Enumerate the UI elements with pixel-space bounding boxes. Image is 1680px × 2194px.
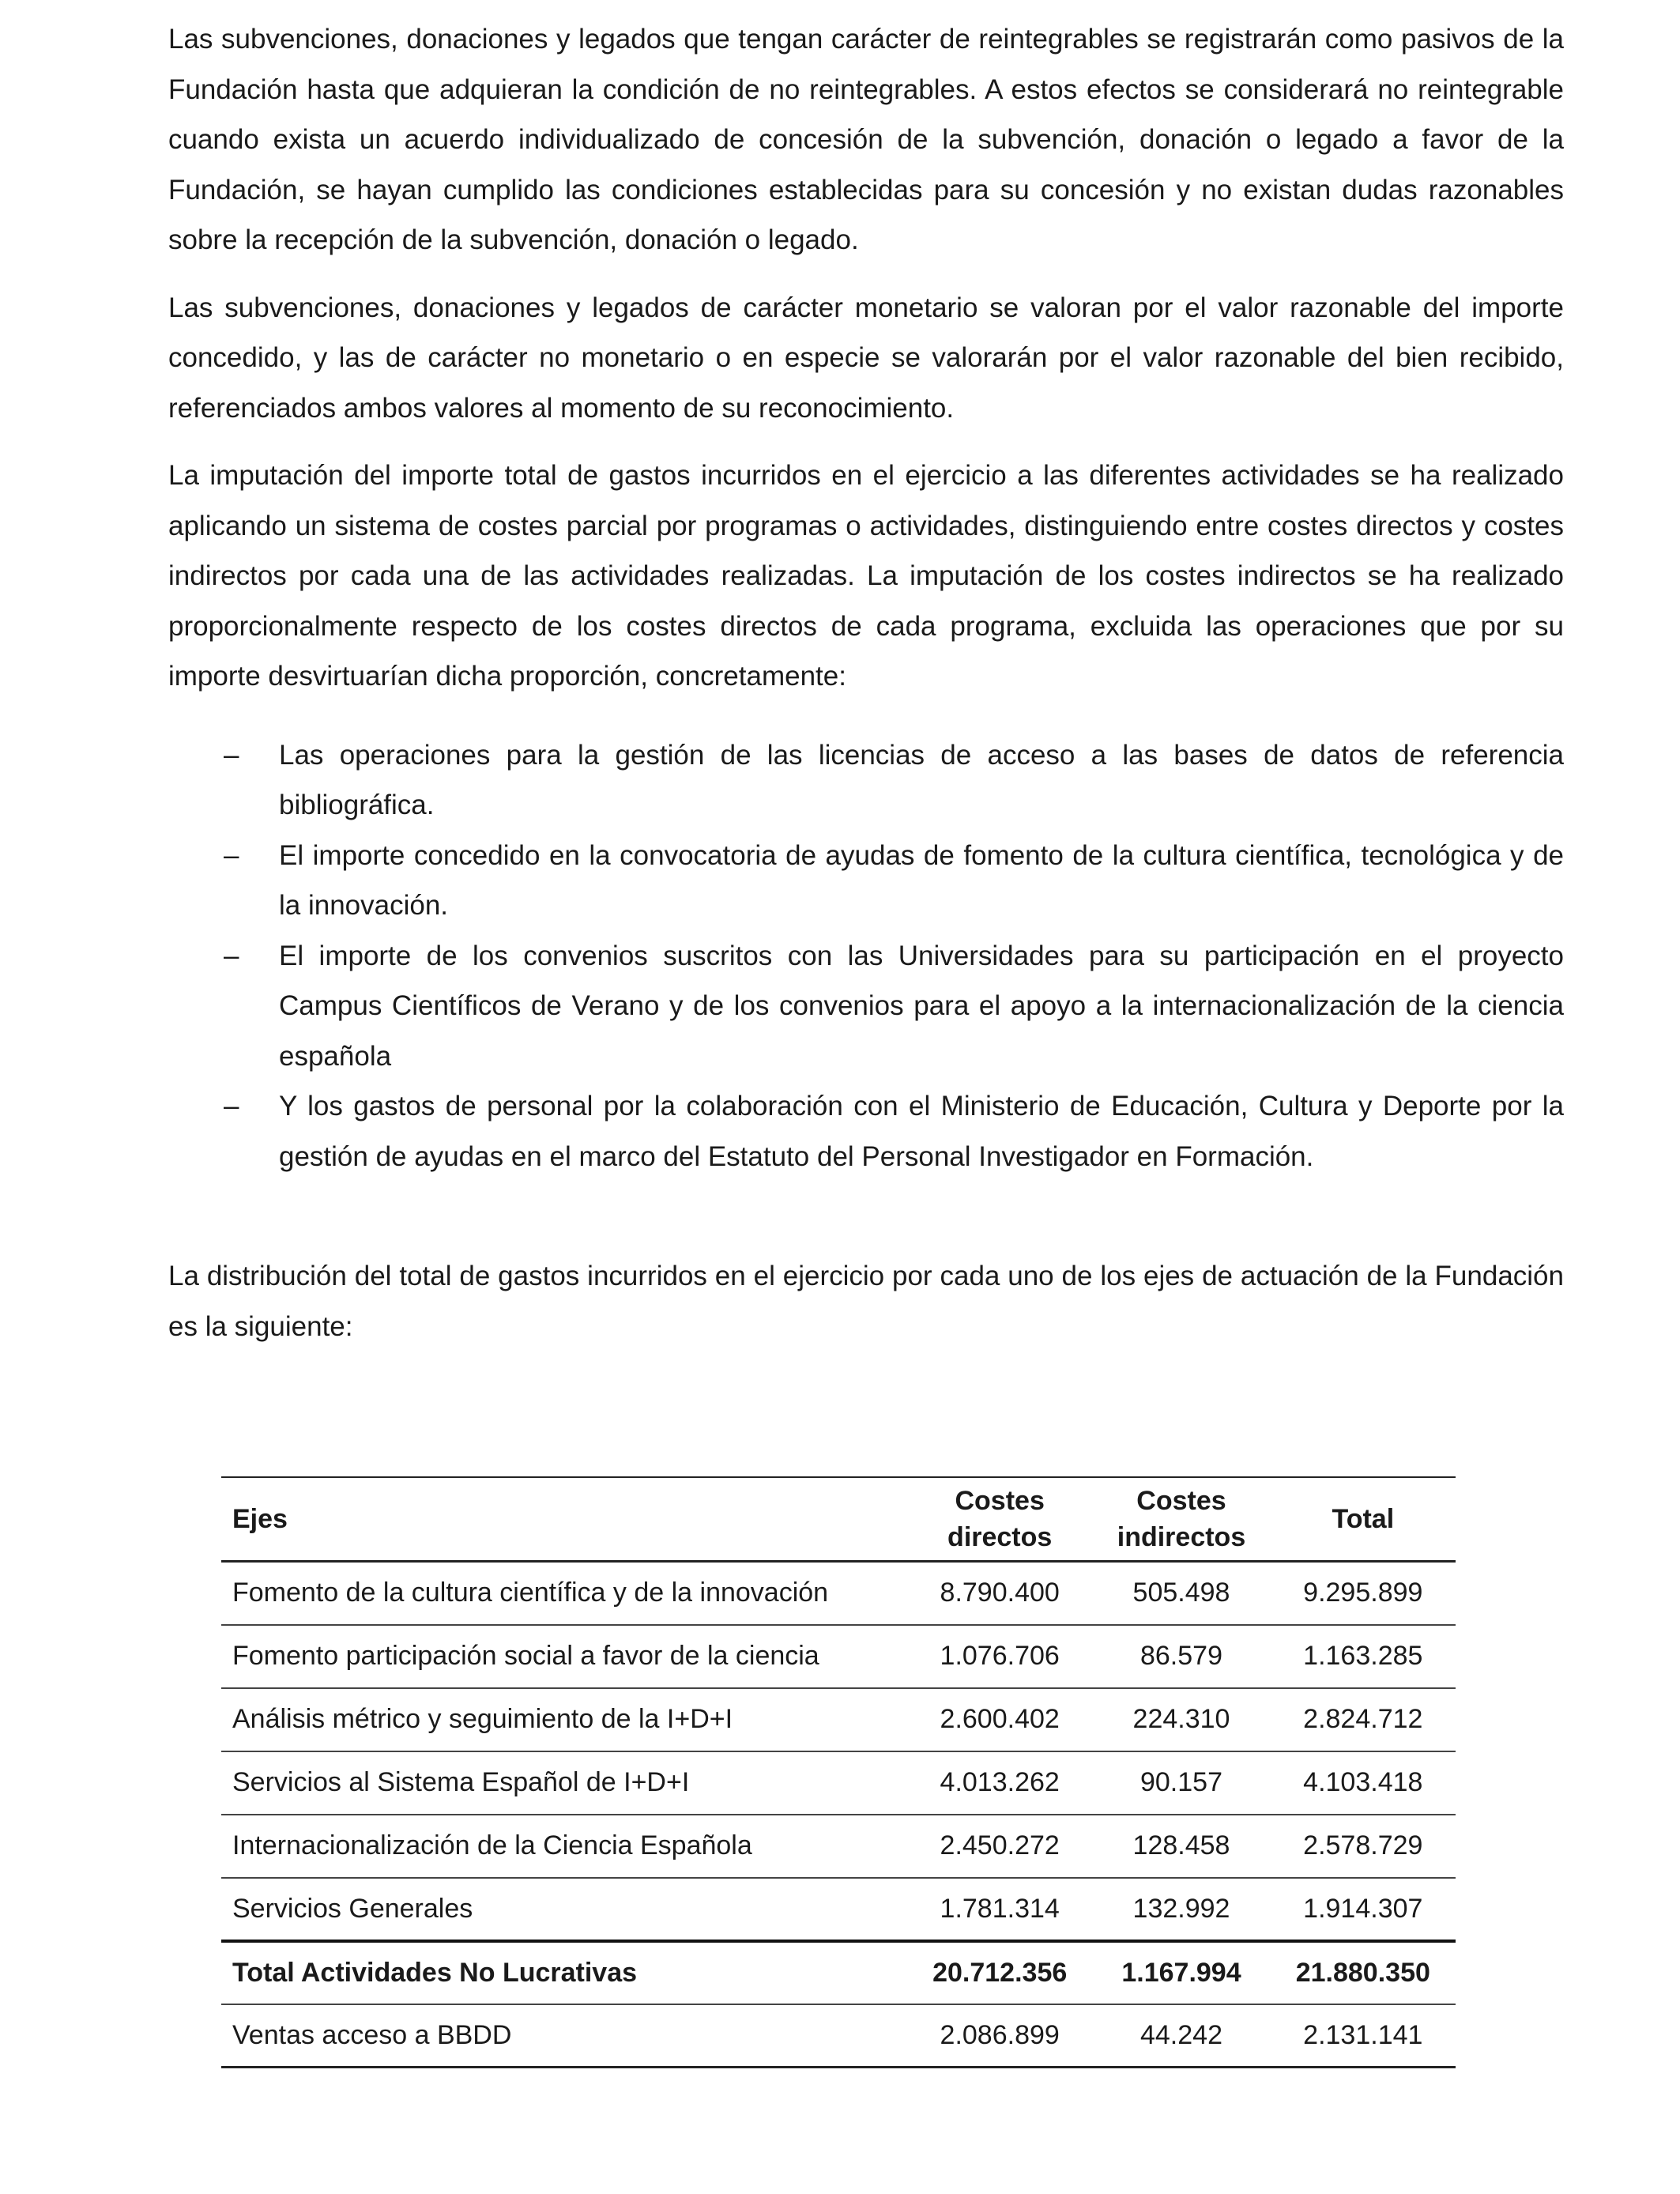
cell-total: 9.295.899 xyxy=(1303,1578,1423,1608)
table-row xyxy=(221,1815,1456,1878)
list-item xyxy=(168,931,1564,1082)
list-item xyxy=(168,1081,1564,1182)
table-total-row xyxy=(221,1941,1456,2004)
table-row xyxy=(221,1878,1456,1941)
header-costes-indirectos-line2: indirectos xyxy=(1117,1522,1246,1552)
table-row xyxy=(221,1751,1456,1815)
table-body xyxy=(221,1562,1456,2068)
cell-eje: Fomento participación social a favor de la ciencia xyxy=(232,1641,819,1671)
cell-costes-indirectos: 132.992 xyxy=(1132,1893,1230,1924)
list-item xyxy=(168,831,1564,931)
table-header xyxy=(221,1477,1456,1562)
dash-bullet-icon: – xyxy=(224,839,239,871)
cell-costes-directos: 8.790.400 xyxy=(940,1578,1060,1608)
cell-costes-indirectos: 90.157 xyxy=(1139,1767,1222,1797)
cell-eje: Ventas acceso a BBDD xyxy=(232,2019,512,2050)
header-costes-directos-line2: directos xyxy=(947,1522,1053,1552)
list-item-text: El importe de los convenios suscritos con las Universidades para su participación en el proyecto Campus Científicos de Verano y de los convenios para el apoyo a la internacionalización de la ciencia española xyxy=(279,940,1564,1072)
cell-total: 2.131.141 xyxy=(1303,2019,1423,2050)
cell-eje: Internacionalización de la Ciencia Española xyxy=(232,1830,752,1860)
cell-costes-directos: 2.450.272 xyxy=(940,1830,1060,1860)
table-header-row xyxy=(221,1477,1456,1562)
cell-costes-directos: 2.086.899 xyxy=(940,2019,1060,2050)
header-costes-indirectos xyxy=(1092,1477,1270,1562)
paragraph-subvenciones-reintegrables: Las subvenciones, donaciones y legados que tengan carácter de reintegrables se registrarán como pasivos de la Fundación hasta que adquieran la condición de no reintegrables. A estos efectos se considerará no reintegrable cuando exista un acuerdo individualizado de concesión de la subvención, donación o legado a favor de la Fundación, se hayan cumplido las condiciones establecidas para su concesión y no existan dudas razonables sobre la recepción de la subvención, donación o legado. xyxy=(168,24,1564,255)
list-item-text: El importe concedido en la convocatoria de ayudas de fomento de la cultura científica, tecnológica y de la innovación. xyxy=(279,839,1564,921)
cell-costes-indirectos: 44.242 xyxy=(1139,2019,1222,2050)
cell-costes-directos: 1.781.314 xyxy=(940,1893,1060,1924)
list-item-text: Y los gastos de personal por la colaboración con el Ministerio de Educación, Cultura y Deporte por la gestión de ayudas en el marco del Estatuto del Personal Investigador en Formación. xyxy=(279,1091,1564,1172)
cell-costes-indirectos: 224.310 xyxy=(1132,1704,1230,1734)
cell-total: 4.103.418 xyxy=(1303,1767,1423,1797)
cell-costes-indirectos: 128.458 xyxy=(1132,1830,1230,1860)
paragraph-subvenciones-valoracion: Las subvenciones, donaciones y legados de carácter monetario se valoran por el valor razonable del importe concedido, y las de carácter no monetario o en especie se valorarán por el valor razonable del bien recibido, referenciados ambos valores al momento de su reconocimiento. xyxy=(168,292,1564,424)
cell-total-label: Total Actividades No Lucrativas xyxy=(232,1957,638,1988)
cell-total: 1.163.285 xyxy=(1303,1641,1423,1671)
cell-costes-indirectos: 86.579 xyxy=(1139,1641,1222,1671)
paragraph-imputacion-gastos: La imputación del importe total de gastos incurridos en el ejercicio a las diferentes actividades se ha realizado aplicando un sistema de costes parcial por programas o actividades, distinguiendo entre costes directos y costes indirectos por cada una de las actividades realizadas. La imputación de los costes indirectos se ha realizado proporcionalmente respecto de los costes directos de cada programa, excluida las operaciones que por su importe desvirtuarían dicha proporción, concretamente: xyxy=(168,460,1564,692)
cell-costes-directos: 2.600.402 xyxy=(940,1704,1060,1734)
list-item-text: Las operaciones para la gestión de las licencias de acceso a las bases de datos de referencia bibliográfica. xyxy=(279,739,1564,820)
cell-eje: Análisis métrico y seguimiento de la I+D+I xyxy=(232,1704,733,1734)
list-item xyxy=(168,730,1564,831)
header-costes-directos-line1: Costes xyxy=(955,1486,1045,1516)
cell-eje: Fomento de la cultura científica y de la innovación xyxy=(232,1578,829,1608)
cell-costes-directos: 4.013.262 xyxy=(940,1767,1060,1797)
table-intro-paragraph: La distribución del total de gastos incurridos en el ejercicio por cada uno de los ejes de actuación de la Fundación es la siguiente: xyxy=(168,1261,1564,1342)
dash-bullet-icon: – xyxy=(224,739,239,771)
cell-total: 2.824.712 xyxy=(1303,1704,1423,1734)
dash-bullet-icon: – xyxy=(224,1091,239,1122)
table-row xyxy=(221,1562,1456,1625)
exclusions-list xyxy=(168,730,1564,1182)
cell-costes-directos: 1.076.706 xyxy=(940,1641,1060,1671)
cell-costes-indirectos: 505.498 xyxy=(1132,1578,1230,1608)
table-row xyxy=(221,1625,1456,1688)
cell-eje: Servicios Generales xyxy=(232,1893,473,1924)
cell-total: 1.914.307 xyxy=(1303,1893,1423,1924)
table-row-ventas xyxy=(221,2004,1456,2068)
cell-total-costes-directos: 20.712.356 xyxy=(932,1957,1068,1988)
header-total: Total xyxy=(1332,1504,1395,1534)
cell-eje: Servicios al Sistema Español de I+D+I xyxy=(232,1767,690,1797)
cell-total: 2.578.729 xyxy=(1303,1830,1423,1860)
table-row xyxy=(221,1688,1456,1751)
document-page xyxy=(168,14,1564,1369)
header-costes-directos xyxy=(907,1477,1092,1562)
dash-bullet-icon: – xyxy=(224,940,239,971)
cell-total-total: 21.880.350 xyxy=(1295,1957,1430,1988)
header-ejes: Ejes xyxy=(232,1504,288,1534)
header-costes-indirectos-line1: Costes xyxy=(1136,1486,1226,1516)
expenses-distribution-table xyxy=(221,1476,1456,2068)
cell-total-costes-indirectos: 1.167.994 xyxy=(1121,1957,1241,1988)
